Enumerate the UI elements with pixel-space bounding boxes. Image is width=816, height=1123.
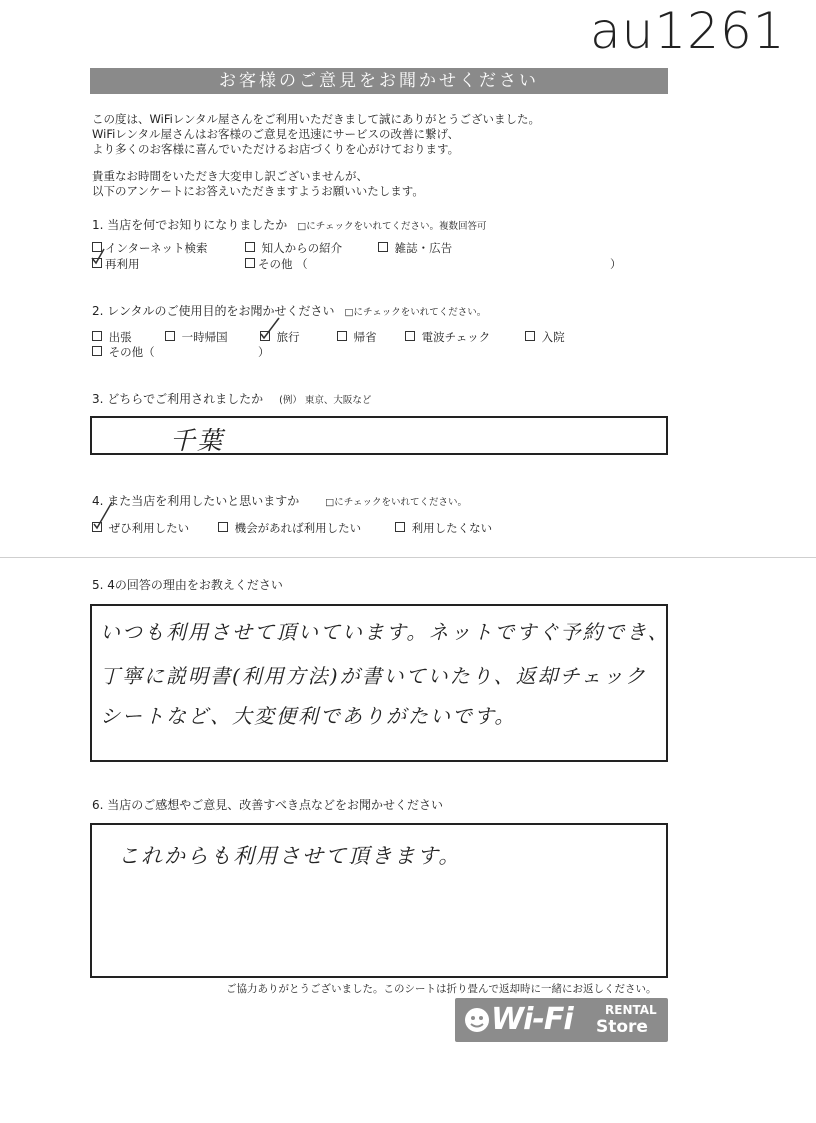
q4-option-no[interactable] (395, 520, 492, 536)
option-label: 入院 (541, 330, 565, 344)
option-label: 機会があれば利用したい (234, 521, 362, 535)
checkbox[interactable] (245, 258, 255, 268)
option-label: 利用したくない (411, 521, 493, 535)
q2-title-text: 2. レンタルのご使用目的をお聞かせください (92, 304, 335, 318)
q1-other-close: ） (610, 257, 622, 271)
survey-header: お客様のご意見をお聞かせください (90, 68, 668, 94)
wifi-rental-store-logo (455, 998, 668, 1042)
q2-option-signal-check[interactable] (405, 329, 490, 345)
intro-line-5: 貴重なお時間をいただき大変申し訳ございませんが、 (92, 169, 368, 183)
option-label: その他 （ (258, 257, 308, 271)
checkbox[interactable] (525, 331, 535, 341)
intro-line-1: この度は、WiFiレンタル屋さんをご利用いただきまして誠にありがとうございました。 (92, 112, 541, 126)
q5-answer-line-2: 丁寧に説明書(利用方法)が書いていたり、返却チェック (100, 664, 648, 688)
intro-line-6: 以下のアンケートにお答えいただきますようお願いいたします。 (92, 184, 424, 198)
q2-option-hospital[interactable] (525, 329, 565, 345)
q1-title (92, 216, 486, 233)
q2-option-business[interactable] (92, 329, 132, 345)
checkbox[interactable] (378, 242, 388, 252)
q1-option-internet[interactable] (92, 240, 207, 256)
logo-store-text: Store (596, 1017, 648, 1037)
q5-title: 5. 4の回答の理由をお教えください (92, 578, 283, 592)
option-label: 雑誌・広告 (394, 241, 453, 255)
q6-answer-line-1: これからも利用させて頂きます。 (118, 844, 462, 868)
checkmark-icon (90, 500, 116, 530)
q5-answer-line-3: シートなど、大変便利でありがたいです。 (100, 704, 517, 728)
checkbox[interactable] (165, 331, 175, 341)
page-divider (0, 557, 816, 558)
checkbox[interactable] (245, 242, 255, 252)
q1-option-other[interactable] (245, 256, 308, 272)
q6-title: 6. 当店のご感想やご意見、改善すべき点などをお聞かせください (92, 798, 444, 812)
logo-wifi-text: Wi-Fi (491, 1002, 573, 1037)
checkbox[interactable] (92, 346, 102, 356)
q3-answer-text: 千葉 (170, 426, 225, 455)
q3-title-text: 3. どちらでご利用されましたか (92, 392, 264, 406)
q4-title-text: 4. また当店を利用したいと思いますか (92, 494, 300, 508)
checkbox[interactable] (337, 331, 347, 341)
option-label: 再利用 (105, 257, 140, 271)
q4-note: □にチェックをいれてください。 (325, 497, 467, 508)
document-id: au1261 (590, 2, 786, 60)
option-label: 一時帰国 (181, 330, 228, 344)
wifi-mascot-icon (463, 1006, 491, 1034)
q2-title (92, 302, 486, 319)
checkmark-icon (258, 316, 282, 340)
q1-option-friend[interactable] (245, 240, 342, 256)
q2-other-close: ） (258, 345, 270, 359)
q1-note: □にチェックをいれてください。複数回答可 (297, 221, 487, 232)
option-label: その他（ (108, 345, 155, 359)
checkbox[interactable] (218, 522, 228, 532)
option-label: 帰省 (353, 330, 377, 344)
q4-option-maybe[interactable] (218, 520, 361, 536)
q4-title (92, 492, 467, 509)
option-label: 知人からの紹介 (261, 241, 343, 255)
option-label: 電波チェック (421, 330, 491, 344)
checkbox[interactable] (405, 331, 415, 341)
option-label: インターネット検索 (105, 241, 208, 255)
q3-note: (例） 東京、大阪など (279, 395, 372, 406)
q2-option-other[interactable] (92, 344, 155, 360)
intro-line-2: WiFiレンタル屋さんはお客様のご意見を迅速にサービスの改善に繋げ、 (92, 127, 460, 141)
checkbox[interactable] (92, 331, 102, 341)
q5-answer-line-1: いつも利用させて頂いています。ネットですぐ予約でき、 (100, 620, 670, 644)
intro-line-3: より多くのお客様に喜んでいただけるお店づくりを心がけております。 (92, 142, 460, 156)
q1-title-text: 1. 当店を何でお知りになりましたか (92, 218, 288, 232)
footer-message: ご協力ありがとうございました。このシートは折り畳んで返却時に一緒にお返しください。 (226, 983, 657, 995)
option-label: 旅行 (276, 330, 300, 344)
q3-title (92, 390, 371, 407)
option-label: 出張 (108, 330, 132, 344)
option-label: ぜひ利用したい (108, 521, 190, 535)
q1-option-magazine[interactable] (378, 240, 452, 256)
q2-option-visit-home[interactable] (337, 329, 377, 345)
q2-option-homecoming[interactable] (165, 329, 228, 345)
checkmark-icon (88, 246, 108, 266)
logo-rental-text: RENTAL (605, 1003, 657, 1017)
q2-note: □にチェックをいれてください。 (344, 307, 487, 318)
checkbox[interactable] (395, 522, 405, 532)
